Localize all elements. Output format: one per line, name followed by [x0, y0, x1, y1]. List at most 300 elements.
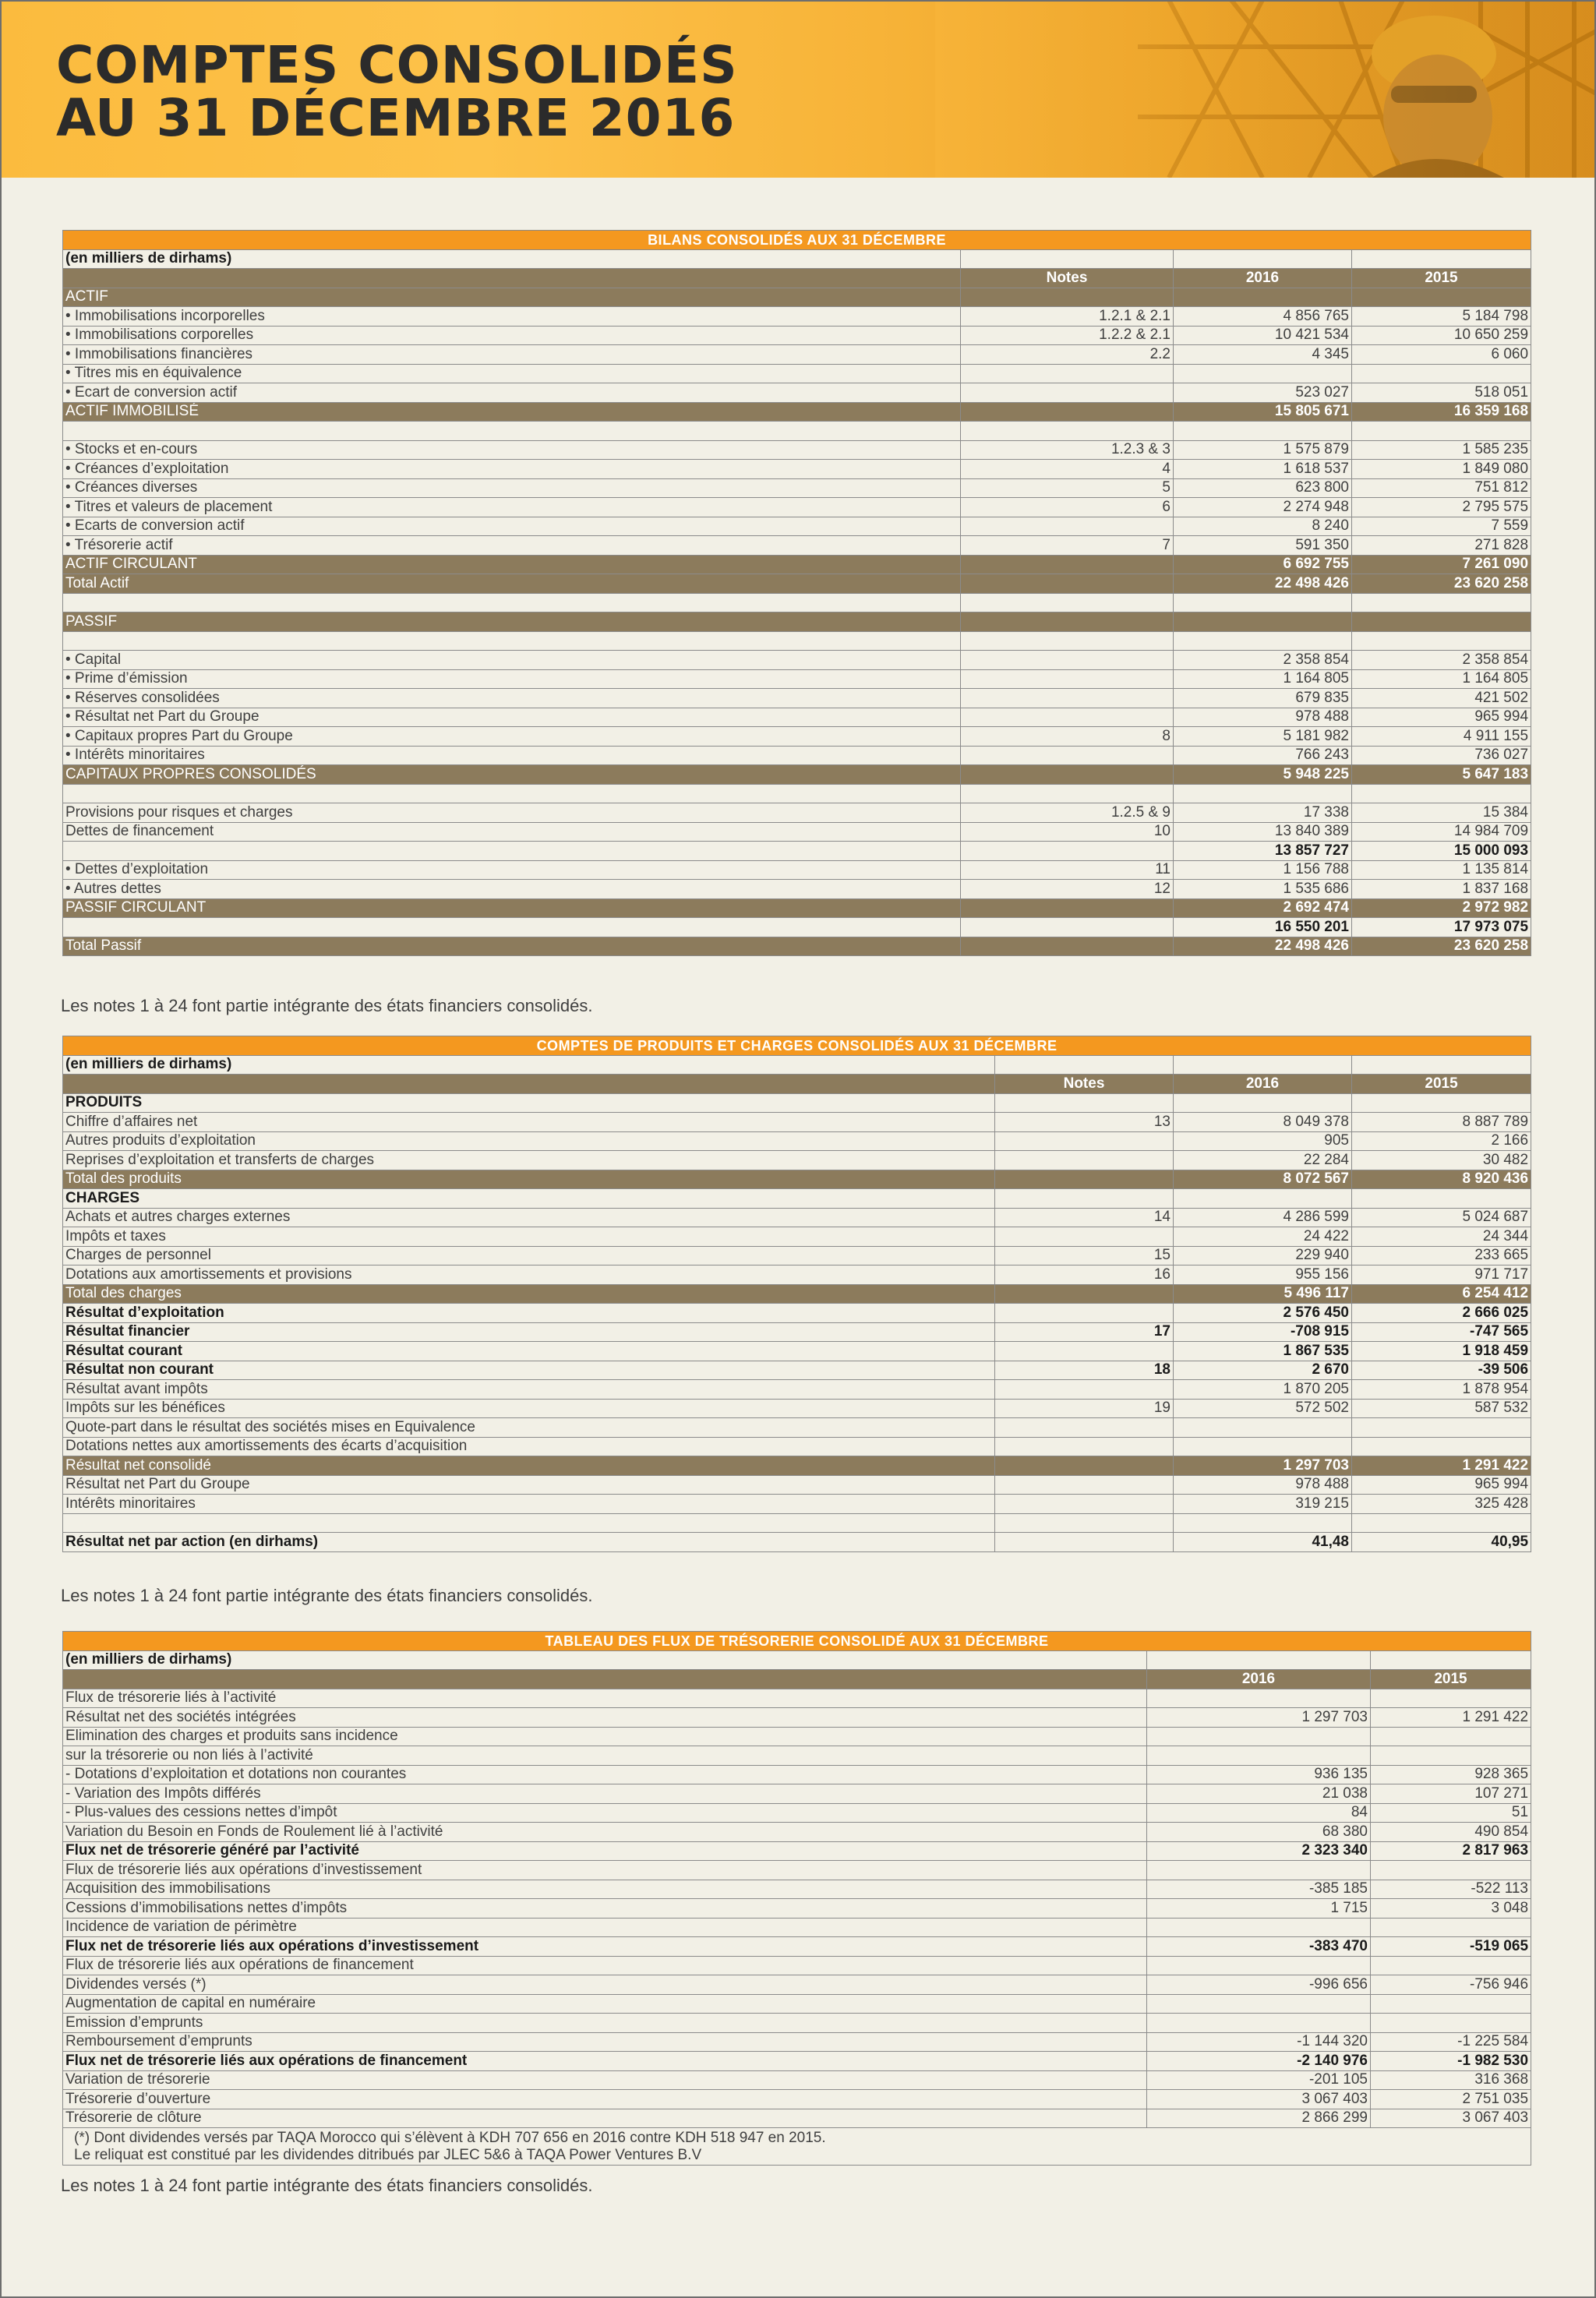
row-label: PASSIF	[63, 612, 961, 632]
row-value: 1.2.5 & 9	[961, 803, 1174, 823]
table-row	[63, 1823, 1531, 1842]
row-value: 1 618 537	[1174, 460, 1352, 479]
table-row	[63, 2109, 1531, 2128]
row-value: 1 878 954	[1352, 1380, 1531, 1400]
row-value: 10 650 259	[1352, 326, 1531, 345]
table-row	[63, 2052, 1531, 2071]
row-value: 1 291 422	[1371, 1708, 1531, 1728]
row-value: 2 751 035	[1371, 2090, 1531, 2109]
row-value	[961, 708, 1174, 727]
row-value: 6 692 755	[1174, 555, 1352, 574]
row-label	[63, 422, 961, 441]
row-label: • Titres et valeurs de placement	[63, 498, 961, 517]
row-value	[961, 746, 1174, 765]
empty-cell	[1174, 1055, 1352, 1075]
column-header: Notes	[961, 269, 1174, 288]
row-label: - Plus-values des cessions nettes d’impôt	[63, 1803, 1147, 1823]
row-label: Elimination des charges et produits sans incidence	[63, 1727, 1147, 1746]
row-label: Dotations nettes aux amortissements des écarts d’acquisition	[63, 1437, 995, 1456]
row-value: -1 982 530	[1371, 2052, 1531, 2071]
row-value	[1371, 1918, 1531, 1937]
row-value	[961, 383, 1174, 403]
row-value	[995, 1342, 1174, 1361]
table-row	[63, 765, 1531, 785]
row-value	[961, 402, 1174, 422]
row-value: 13 857 727	[1174, 842, 1352, 861]
row-value: 24 344	[1352, 1227, 1531, 1247]
row-value	[995, 1093, 1174, 1113]
row-value: 4	[961, 460, 1174, 479]
row-label: • Immobilisations incorporelles	[63, 307, 961, 327]
table-row	[63, 1437, 1531, 1456]
row-value: 22 498 426	[1174, 574, 1352, 594]
row-label: Remboursement d’emprunts	[63, 2032, 1147, 2052]
row-value	[995, 1227, 1174, 1247]
row-label: • Capitaux propres Part du Groupe	[63, 727, 961, 747]
table-title: BILANS CONSOLIDÉS AUX 31 DÉCEMBRE	[63, 231, 1531, 250]
table-row	[63, 1322, 1531, 1342]
table-row	[63, 1113, 1531, 1132]
row-value: 5	[961, 478, 1174, 498]
row-label: • Ecarts de conversion actif	[63, 517, 961, 536]
table-row	[63, 1342, 1531, 1361]
row-value	[961, 669, 1174, 689]
row-label: • Immobilisations financières	[63, 345, 961, 365]
row-value: 229 940	[1174, 1246, 1352, 1265]
row-value	[995, 1513, 1174, 1533]
row-label: Flux net de trésorerie liés aux opérations de financement	[63, 2052, 1147, 2071]
row-value	[1352, 631, 1531, 651]
empty-cell	[995, 1055, 1174, 1075]
row-label	[63, 918, 961, 937]
row-label: Résultat d’exploitation	[63, 1304, 995, 1323]
table-row	[63, 746, 1531, 765]
row-value: 15 000 093	[1352, 842, 1531, 861]
row-value: 1 297 703	[1174, 1456, 1352, 1476]
row-value: 5 496 117	[1174, 1284, 1352, 1304]
table-row	[63, 612, 1531, 632]
table-row	[63, 460, 1531, 479]
table-row	[63, 345, 1531, 365]
table-row	[63, 1727, 1531, 1746]
table-row	[63, 784, 1531, 803]
row-value: 736 027	[1352, 746, 1531, 765]
row-value	[1371, 1956, 1531, 1975]
row-value: 3 067 403	[1147, 2090, 1371, 2109]
unit-label: (en milliers de dirhams)	[63, 1055, 995, 1075]
row-value: 2 972 982	[1352, 898, 1531, 918]
row-value	[1174, 1093, 1352, 1113]
row-value	[1352, 593, 1531, 612]
table-title-row	[63, 1036, 1531, 1056]
row-value: 7	[961, 536, 1174, 556]
column-header: 2015	[1371, 1670, 1531, 1689]
row-value	[961, 631, 1174, 651]
row-value	[1174, 1189, 1352, 1209]
row-value: 2 166	[1352, 1131, 1531, 1151]
row-value: 623 800	[1174, 478, 1352, 498]
row-value: 1 849 080	[1352, 460, 1531, 479]
table-title-row	[63, 1632, 1531, 1651]
row-label: • Immobilisations corporelles	[63, 326, 961, 345]
row-value	[995, 1380, 1174, 1400]
row-value: 518 051	[1352, 383, 1531, 403]
table-row	[63, 631, 1531, 651]
row-value: 17	[995, 1322, 1174, 1342]
column-header: 2016	[1174, 269, 1352, 288]
table-row	[63, 1418, 1531, 1438]
row-label: Flux de trésorerie liés à l’activité	[63, 1689, 1147, 1708]
row-value: 5 024 687	[1352, 1208, 1531, 1227]
row-value: 4 911 155	[1352, 727, 1531, 747]
row-value: 19	[995, 1399, 1174, 1418]
table-row	[63, 1304, 1531, 1323]
header-row	[63, 1670, 1531, 1689]
column-header: Notes	[995, 1075, 1174, 1094]
row-label: PASSIF CIRCULANT	[63, 898, 961, 918]
row-value: 23 620 258	[1352, 937, 1531, 956]
table-row	[63, 1803, 1531, 1823]
row-value: 3 048	[1371, 1899, 1531, 1919]
row-value: -747 565	[1352, 1322, 1531, 1342]
row-value: 6	[961, 498, 1174, 517]
row-value: 21 038	[1147, 1784, 1371, 1804]
row-label: • Ecart de conversion actif	[63, 383, 961, 403]
row-label: Total Passif	[63, 937, 961, 956]
row-value: 490 854	[1371, 1823, 1531, 1842]
table-row	[63, 498, 1531, 517]
table-row	[63, 1475, 1531, 1495]
column-header	[63, 1075, 995, 1094]
column-header: 2015	[1352, 1075, 1531, 1094]
row-value: -1 225 584	[1371, 2032, 1531, 2052]
table-row	[63, 1937, 1531, 1957]
row-value: -2 140 976	[1147, 2052, 1371, 2071]
row-value: 15 384	[1352, 803, 1531, 823]
row-label	[63, 1513, 995, 1533]
row-value: 7 559	[1352, 517, 1531, 536]
row-value: 4 286 599	[1174, 1208, 1352, 1227]
table-row	[63, 669, 1531, 689]
row-value	[1147, 1861, 1371, 1880]
row-label: Dotations aux amortissements et provisions	[63, 1265, 995, 1285]
footnote-line-2: Le reliquat est constitué par les dividendes ditribués par JLEC 5&6 à TAQA Power Ventures B.V	[74, 2146, 702, 2163]
row-label	[63, 631, 961, 651]
table-row	[63, 1513, 1531, 1533]
row-value: 587 532	[1352, 1399, 1531, 1418]
row-value: 233 665	[1352, 1246, 1531, 1265]
header-banner	[0, 0, 1596, 178]
table-row	[63, 1918, 1531, 1937]
table-row	[63, 880, 1531, 899]
table-title-row	[63, 231, 1531, 250]
table-row	[63, 1689, 1531, 1708]
row-value: 319 215	[1174, 1495, 1352, 1514]
row-value: 1 156 788	[1174, 860, 1352, 880]
row-label: • Intérêts minoritaires	[63, 746, 961, 765]
row-label: Variation du Besoin en Fonds de Roulement lié à l’activité	[63, 1823, 1147, 1842]
row-value	[1174, 422, 1352, 441]
row-value: 16 359 168	[1352, 402, 1531, 422]
row-value: 15 805 671	[1174, 402, 1352, 422]
table-row	[63, 1880, 1531, 1899]
row-label: Impôts sur les bénéfices	[63, 1399, 995, 1418]
row-label: • Résultat net Part du Groupe	[63, 708, 961, 727]
row-label: CAPITAUX PROPRES CONSOLIDÉS	[63, 765, 961, 785]
row-value: 107 271	[1371, 1784, 1531, 1804]
table-row	[63, 1456, 1531, 1476]
row-value: 936 135	[1147, 1765, 1371, 1784]
row-value	[995, 1304, 1174, 1323]
unit-row	[63, 249, 1531, 269]
row-value	[961, 784, 1174, 803]
row-value: 271 828	[1352, 536, 1531, 556]
row-label: • Dettes d’exploitation	[63, 860, 961, 880]
row-value	[961, 574, 1174, 594]
row-value: -708 915	[1174, 1322, 1352, 1342]
row-value: 5 184 798	[1352, 307, 1531, 327]
row-value: 17 973 075	[1352, 918, 1531, 937]
row-value: 5 647 183	[1352, 765, 1531, 785]
row-value: 2 817 963	[1371, 1841, 1531, 1861]
row-value: -522 113	[1371, 1880, 1531, 1899]
row-label: CHARGES	[63, 1189, 995, 1209]
row-value	[1147, 2014, 1371, 2033]
row-value	[1147, 1918, 1371, 1937]
row-label: Trésorerie d’ouverture	[63, 2090, 1147, 2109]
row-value: 1 164 805	[1352, 669, 1531, 689]
title-line-1: COMPTES CONSOLIDÉS	[56, 35, 738, 95]
row-label: ACTIF CIRCULANT	[63, 555, 961, 574]
row-label: • Créances d’exploitation	[63, 460, 961, 479]
table-row	[63, 1265, 1531, 1285]
row-value: 51	[1371, 1803, 1531, 1823]
column-header: 2016	[1174, 1075, 1352, 1094]
row-value: 928 365	[1371, 1765, 1531, 1784]
row-value	[1371, 1727, 1531, 1746]
row-value: 2 576 450	[1174, 1304, 1352, 1323]
row-value	[1371, 1861, 1531, 1880]
row-label: Total Actif	[63, 574, 961, 594]
row-value: 2.2	[961, 345, 1174, 365]
row-value: 1 575 879	[1174, 440, 1352, 460]
table-row	[63, 1093, 1531, 1113]
row-value: 2 358 854	[1352, 651, 1531, 670]
table-row	[63, 478, 1531, 498]
row-value: 1 135 814	[1352, 860, 1531, 880]
table-row	[63, 1380, 1531, 1400]
row-value	[1352, 784, 1531, 803]
row-label: Résultat net Part du Groupe	[63, 1475, 995, 1495]
row-value: 965 994	[1352, 1475, 1531, 1495]
column-header: 2015	[1352, 269, 1531, 288]
row-value	[961, 517, 1174, 536]
row-label: Total des charges	[63, 1284, 995, 1304]
row-value: 30 482	[1352, 1151, 1531, 1170]
notes-disclaimer-2: Les notes 1 à 24 font partie intégrante des états financiers consolidés.	[61, 1586, 593, 1605]
row-label: • Trésorerie actif	[63, 536, 961, 556]
row-label: Variation de trésorerie	[63, 2070, 1147, 2090]
row-value: -385 185	[1147, 1880, 1371, 1899]
table-row	[63, 898, 1531, 918]
row-label: Intérêts minoritaires	[63, 1495, 995, 1514]
column-header: 2016	[1147, 1670, 1371, 1689]
table-row	[63, 1361, 1531, 1380]
row-value	[1174, 1437, 1352, 1456]
row-label: sur la trésorerie ou non liés à l’activité	[63, 1746, 1147, 1766]
table-row	[63, 651, 1531, 670]
row-value: 955 156	[1174, 1265, 1352, 1285]
row-value: -201 105	[1147, 2070, 1371, 2090]
page-title	[56, 35, 738, 148]
table-row	[63, 1170, 1531, 1189]
column-header	[63, 269, 961, 288]
row-label: PRODUITS	[63, 1093, 995, 1113]
table-row	[63, 326, 1531, 345]
table-row	[63, 1227, 1531, 1247]
table-row	[63, 2070, 1531, 2090]
table-row	[63, 689, 1531, 708]
row-value: 2 795 575	[1352, 498, 1531, 517]
row-value: -996 656	[1147, 1975, 1371, 1995]
table-row	[63, 555, 1531, 574]
row-value: 13	[995, 1113, 1174, 1132]
row-label: Incidence de variation de périmètre	[63, 1918, 1147, 1937]
row-value	[961, 555, 1174, 574]
table-title: TABLEAU DES FLUX DE TRÉSORERIE CONSOLIDÉ AUX 31 DÉCEMBRE	[63, 1632, 1531, 1651]
table-row	[63, 937, 1531, 956]
row-value: 1 837 168	[1352, 880, 1531, 899]
row-value: 3 067 403	[1371, 2109, 1531, 2128]
table-row	[63, 842, 1531, 861]
row-value: 17 338	[1174, 803, 1352, 823]
table-row	[63, 822, 1531, 842]
table-row	[63, 1708, 1531, 1728]
row-value: 316 368	[1371, 2070, 1531, 2090]
table-row	[63, 1975, 1531, 1995]
row-value	[1174, 612, 1352, 632]
row-value: 6 254 412	[1352, 1284, 1531, 1304]
table-row	[63, 1151, 1531, 1170]
table-title: COMPTES DE PRODUITS ET CHARGES CONSOLIDÉS AUX 31 DÉCEMBRE	[63, 1036, 1531, 1056]
row-value: 8 240	[1174, 517, 1352, 536]
table-row	[63, 593, 1531, 612]
row-value	[1147, 1994, 1371, 2014]
row-label: • Stocks et en-cours	[63, 440, 961, 460]
row-label: • Autres dettes	[63, 880, 961, 899]
table-row	[63, 1899, 1531, 1919]
worker-photo-illustration	[935, 0, 1596, 178]
table-row	[63, 2032, 1531, 2052]
table-row	[63, 1861, 1531, 1880]
row-value: 1 164 805	[1174, 669, 1352, 689]
row-value: 5 181 982	[1174, 727, 1352, 747]
row-value	[1174, 1513, 1352, 1533]
table-row	[63, 1956, 1531, 1975]
row-value: 2 866 299	[1147, 2109, 1371, 2128]
row-label: - Variation des Impôts différés	[63, 1784, 1147, 1804]
row-value: -519 065	[1371, 1937, 1531, 1957]
row-label: Résultat net par action (en dirhams)	[63, 1533, 995, 1552]
row-value	[961, 765, 1174, 785]
row-value	[961, 651, 1174, 670]
row-value	[1352, 1189, 1531, 1209]
row-value: -1 144 320	[1147, 2032, 1371, 2052]
row-value: 22 498 426	[1174, 937, 1352, 956]
row-value	[1352, 288, 1531, 307]
row-value	[1174, 631, 1352, 651]
row-value	[1371, 1994, 1531, 2014]
row-value	[961, 593, 1174, 612]
row-label: - Dotations d’exploitation et dotations non courantes	[63, 1765, 1147, 1784]
table-row	[63, 918, 1531, 937]
row-value: 8 049 378	[1174, 1113, 1352, 1132]
row-value: 22 284	[1174, 1151, 1352, 1170]
row-value	[961, 612, 1174, 632]
row-value: 1 715	[1147, 1899, 1371, 1919]
row-value	[1147, 1956, 1371, 1975]
row-value: 325 428	[1352, 1495, 1531, 1514]
row-value: 591 350	[1174, 536, 1352, 556]
row-value: 1 867 535	[1174, 1342, 1352, 1361]
row-value: 7 261 090	[1352, 555, 1531, 574]
row-value: 2 670	[1174, 1361, 1352, 1380]
row-value: 68 380	[1147, 1823, 1371, 1842]
table-row	[63, 2090, 1531, 2109]
row-value: 1.2.3 & 3	[961, 440, 1174, 460]
row-label	[63, 784, 961, 803]
row-value: 572 502	[1174, 1399, 1352, 1418]
row-value	[1352, 1513, 1531, 1533]
row-value: 971 717	[1352, 1265, 1531, 1285]
row-value	[995, 1533, 1174, 1552]
table-row	[63, 1533, 1531, 1552]
unit-label: (en milliers de dirhams)	[63, 249, 961, 269]
row-label: Cessions d’immobilisations nettes d’impôts	[63, 1899, 1147, 1919]
row-value	[1371, 1689, 1531, 1708]
row-label: • Réserves consolidées	[63, 689, 961, 708]
row-value	[961, 288, 1174, 307]
footnote	[63, 2128, 1531, 2166]
table-row	[63, 727, 1531, 747]
row-label: ACTIF	[63, 288, 961, 307]
table-row	[63, 803, 1531, 823]
row-value	[1352, 612, 1531, 632]
row-value	[1371, 1746, 1531, 1766]
row-value: 10 421 534	[1174, 326, 1352, 345]
row-label: Augmentation de capital en numéraire	[63, 1994, 1147, 2014]
row-value: 14	[995, 1208, 1174, 1227]
row-label: Résultat financier	[63, 1322, 995, 1342]
row-label: Flux de trésorerie liés aux opérations de financement	[63, 1956, 1147, 1975]
row-label: Quote-part dans le résultat des sociétés mises en Equivalence	[63, 1418, 995, 1438]
table-row	[63, 1284, 1531, 1304]
table-row	[63, 574, 1531, 594]
table-row	[63, 1189, 1531, 1209]
row-value: 8 920 436	[1352, 1170, 1531, 1189]
row-value: 24 422	[1174, 1227, 1352, 1247]
row-value	[1174, 1418, 1352, 1438]
row-value: 8 887 789	[1352, 1113, 1531, 1132]
column-header	[63, 1670, 1147, 1689]
row-value	[995, 1151, 1174, 1170]
row-label: Reprises d’exploitation et transferts de charges	[63, 1151, 995, 1170]
row-value	[961, 689, 1174, 708]
row-value	[1174, 784, 1352, 803]
row-value: 12	[961, 880, 1174, 899]
row-value: 421 502	[1352, 689, 1531, 708]
row-value: 6 060	[1352, 345, 1531, 365]
